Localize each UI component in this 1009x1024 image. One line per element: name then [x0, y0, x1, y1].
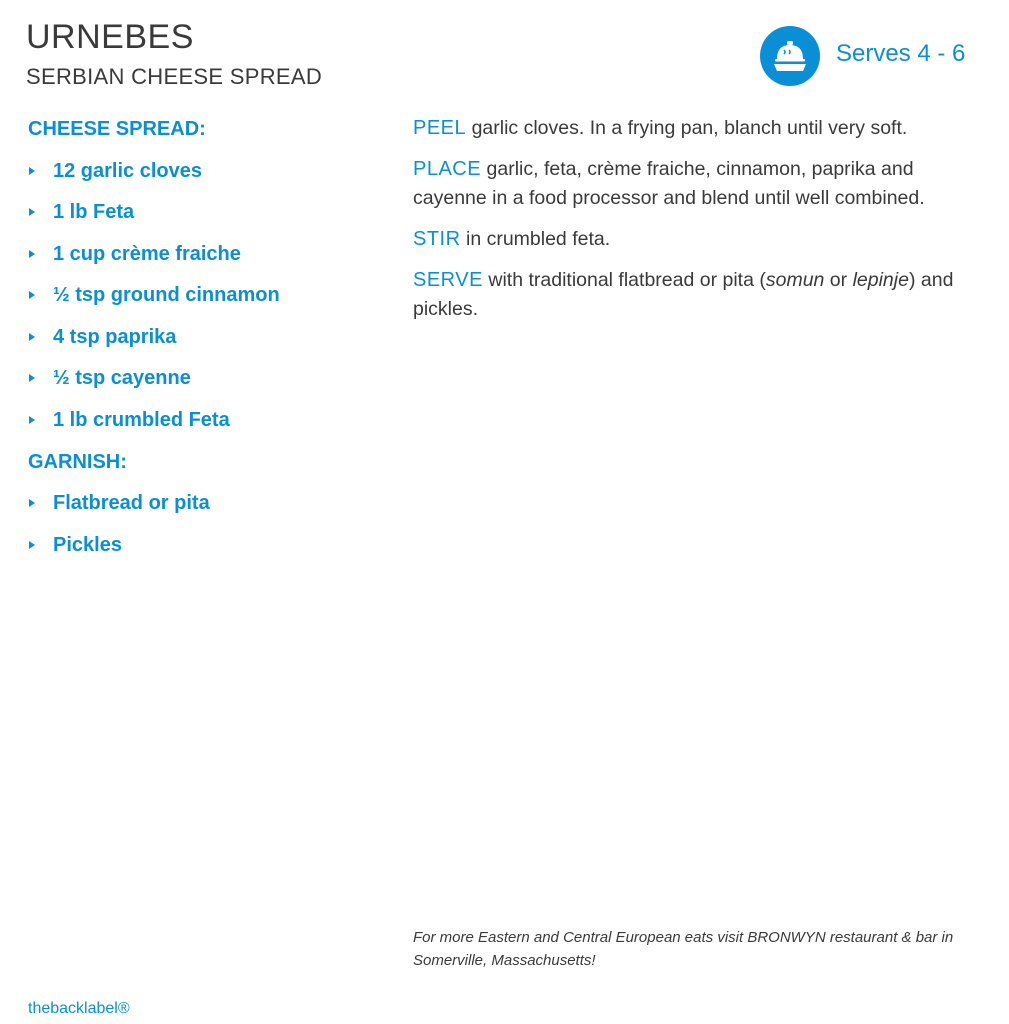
step-verb: PLACE	[413, 158, 482, 180]
step-emphasis: somun	[765, 269, 825, 291]
bullet-icon	[29, 250, 35, 258]
step-peel	[413, 114, 983, 143]
bullet-icon	[29, 499, 35, 507]
list-item: ½ tsp cayenne	[28, 363, 388, 393]
bullet-icon	[29, 416, 35, 424]
step-verb: STIR	[413, 228, 461, 250]
list-item: 4 tsp paprika	[28, 322, 388, 352]
bullet-icon	[29, 208, 35, 216]
list-item: Flatbread or pita	[28, 488, 388, 518]
step-place	[413, 155, 983, 213]
step-text: garlic, feta, crème fraiche, cinnamon, paprika and cayenne in a food processor and blend until well combined.	[413, 158, 925, 209]
brand-logo: thebacklabel®	[28, 1000, 130, 1017]
cheese-spread-list	[28, 156, 388, 435]
serves-count: Serves 4 - 6	[836, 40, 966, 67]
garnish-list	[28, 488, 388, 560]
bullet-icon	[29, 167, 35, 175]
garnish-heading: GARNISH:	[28, 450, 127, 473]
instructions-panel	[413, 114, 983, 336]
step-verb: PEEL	[413, 117, 467, 139]
step-text: with traditional flatbread or pita (	[482, 269, 766, 291]
bullet-icon	[29, 541, 35, 549]
list-item: ½ tsp ground cinnamon	[28, 280, 388, 310]
list-item: 1 lb Feta	[28, 197, 388, 227]
step-emphasis: lepinje	[852, 269, 909, 291]
recipe-subtitle: SERBIAN CHEESE SPREAD	[26, 64, 323, 89]
step-text: garlic cloves. In a frying pan, blanch until very soft.	[466, 117, 908, 139]
list-item: 1 cup crème fraiche	[28, 239, 388, 269]
recipe-title: URNEBES	[26, 18, 194, 56]
list-item: 1 lb crumbled Feta	[28, 405, 388, 435]
bullet-icon	[29, 333, 35, 341]
step-verb: SERVE	[413, 269, 483, 291]
footnote: For more Eastern and Central European eats visit BRONWYN restaurant & bar in Somerville, Massachusetts!	[413, 929, 954, 969]
step-text: in crumbled feta.	[460, 228, 611, 250]
bullet-icon	[29, 291, 35, 299]
bullet-icon	[29, 374, 35, 382]
step-text: ) and pickles.	[413, 269, 954, 320]
step-text: or	[824, 269, 853, 291]
step-stir	[413, 225, 983, 254]
list-item: Pickles	[28, 530, 388, 560]
covered-dish-icon	[760, 26, 820, 86]
cheese-spread-heading: CHEESE SPREAD:	[28, 118, 206, 140]
list-item: 12 garlic cloves	[28, 156, 388, 186]
ingredients-panel	[28, 114, 388, 560]
step-serve	[413, 266, 983, 324]
